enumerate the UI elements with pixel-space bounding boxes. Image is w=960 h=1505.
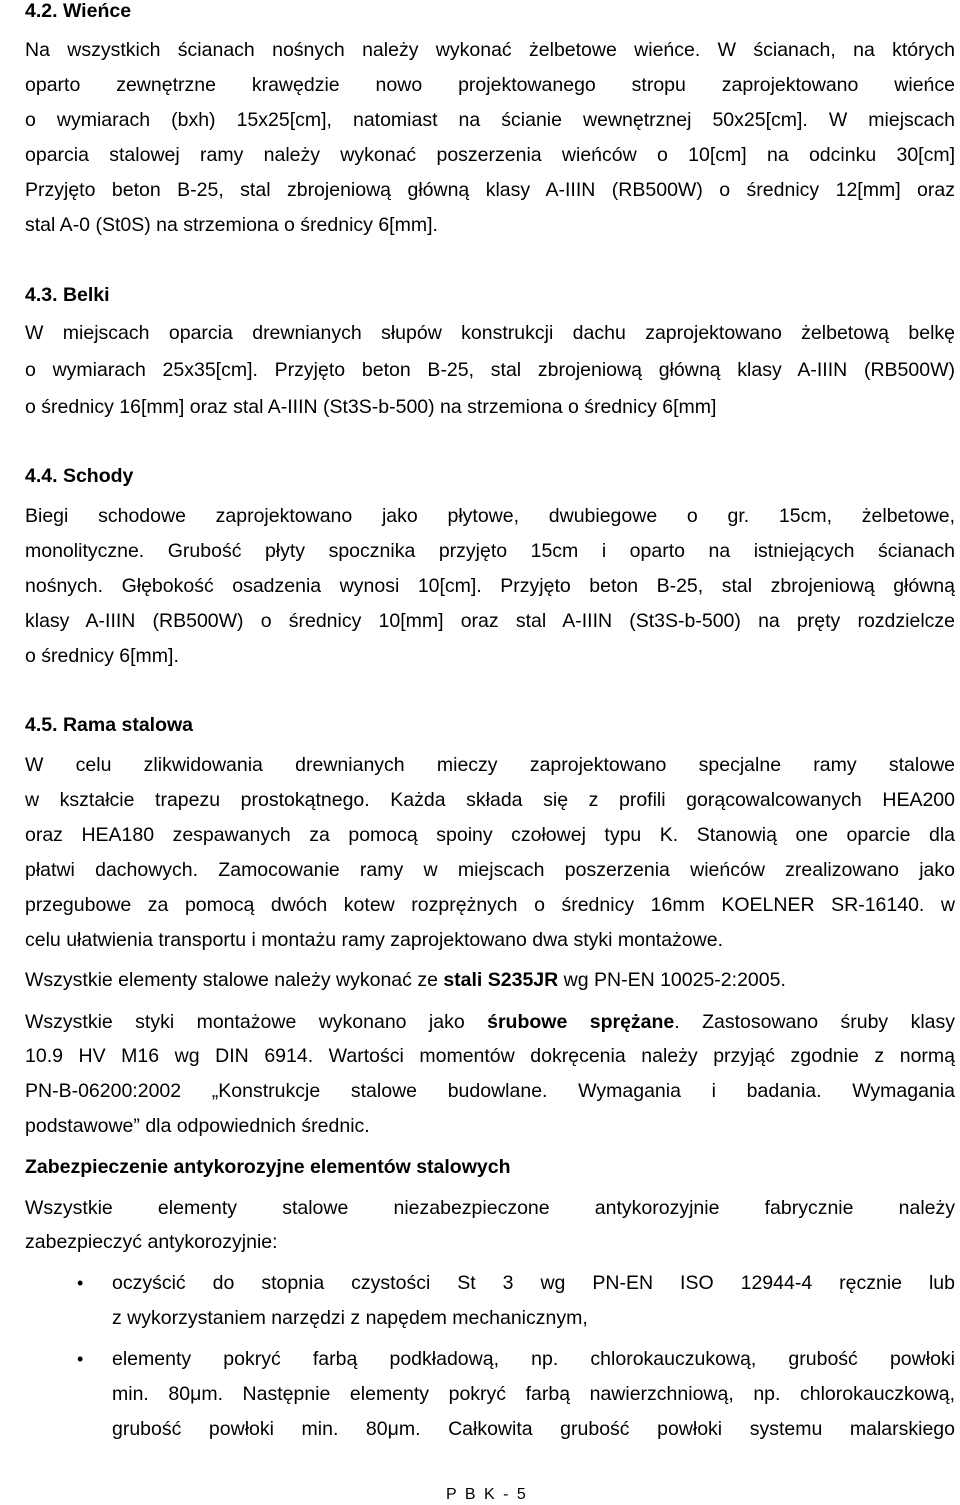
- paragraph-line: nośnych. Głębokość osadzenia wynosi 10[cm]. Przyjęto beton B-25, stal zbrojeniową główną: [25, 575, 955, 597]
- text-run: . Zastosowano śruby klasy: [674, 1011, 956, 1033]
- section-heading-schody: 4.4. Schody: [25, 465, 134, 487]
- paragraph-line: zabezpieczyć antykorozyjnie:: [25, 1231, 278, 1253]
- paragraph-line: o średnicy 16[mm] oraz stal A-IIIN (St3S-b-500) na strzemiona o średnicy 6[mm]: [25, 396, 717, 418]
- paragraph-line: stal A-0 (St0S) na strzemiona o średnicy 6[mm].: [25, 214, 438, 236]
- paragraph-line: Na wszystkich ścianach nośnych należy wykonać żelbetowe wieńce. W ścianach, na których: [25, 39, 955, 61]
- bolts-line: [25, 1009, 955, 1035]
- paragraph-line: w kształcie trapezu prostokątnego. Każda składa się z profili gorącowalcowanych HEA200: [25, 789, 955, 811]
- list-item-line: oczyścić do stopnia czystości St 3 wg PN-EN ISO 12944-4 ręcznie lub: [112, 1272, 955, 1294]
- section-title: Rama stalowa: [62, 714, 194, 736]
- paragraph-line: o wymiarach 25x35[cm]. Przyjęto beton B-25, stal zbrojeniową główną klasy A-IIIN (RB500W): [25, 359, 955, 381]
- bold-text-run: śrubowe sprężane: [487, 1011, 675, 1033]
- paragraph-line: oparto zewnętrzne krawędzie nowo projektowanego stropu zaprojektowano wieńce: [25, 74, 955, 96]
- paragraph-line: klasy A-IIIN (RB500W) o średnicy 10[mm] oraz stal A-IIIN (St3S-b-500) na pręty rozdzielcze: [25, 610, 955, 632]
- paragraph-line: oraz HEA180 zespawanych za pomocą spoiny czołowej typu K. Stanowią one oparcie dla: [25, 824, 955, 846]
- text-run: wg PN-EN 10025-2:2005.: [558, 969, 786, 991]
- section-heading-belki: 4.3. Belki: [25, 284, 110, 306]
- text-run: Wszystkie styki montażowe wykonano jako: [25, 1011, 488, 1033]
- bullet-icon: •: [77, 1349, 84, 1369]
- section-heading-wience: 4.2. Wieńce: [25, 0, 132, 22]
- paragraph-line: przegubowe za pomocą dwóch kotew rozprężnych o średnicy 16mm KOELNER SR-16140. w: [25, 894, 955, 916]
- section-number: 4.5.: [25, 714, 58, 736]
- text-run: Wszystkie elementy stalowe należy wykonać ze: [25, 969, 444, 991]
- list-item-line: grubość powłoki min. 80μm. Całkowita grubość powłoki systemu malarskiego: [112, 1418, 955, 1440]
- paragraph-line: 10.9 HV M16 wg DIN 6914. Wartości momentów dokręcenia należy przyjąć zgodnie z normą: [25, 1045, 955, 1067]
- page-footer: P B K - 5: [446, 1486, 528, 1503]
- paragraph-line: o średnicy 6[mm].: [25, 645, 179, 667]
- paragraph-line: W miejscach oparcia drewnianych słupów konstrukcji dachu zaprojektowano żelbetową belkę: [25, 322, 955, 344]
- paragraph-line: monolityczne. Grubość płyty spocznika przyjęto 15cm i oparto na istniejących ścianach: [25, 540, 955, 562]
- paragraph-line: podstawowe” dla odpowiednich średnic.: [25, 1115, 370, 1137]
- paragraph-line: płatwi dachowych. Zamocowanie ramy w miejscach poszerzenia wieńców zrealizowano jako: [25, 859, 955, 881]
- paragraph-line: o wymiarach (bxh) 15x25[cm], natomiast na ścianie wewnętrznej 50x25[cm]. W miejscach: [25, 109, 955, 131]
- list-item-line: min. 80μm. Następnie elementy pokryć farbą nawierzchniową, np. chlorokauczkową,: [112, 1383, 955, 1405]
- paragraph-line: W celu zlikwidowania drewnianych mieczy zaprojektowano specjalne ramy stalowe: [25, 754, 955, 776]
- paragraph-line: oparcia stalowej ramy należy wykonać poszerzenia wieńców o 10[cm] na odcinku 30[cm]: [25, 144, 955, 166]
- steel-grade-line: [25, 967, 786, 993]
- paragraph-line: Przyjęto beton B-25, stal zbrojeniową główną klasy A-IIIN (RB500W) o średnicy 12[mm] oraz: [25, 179, 955, 201]
- list-item-line: elementy pokryć farbą podkładową, np. chlorokauczukową, grubość powłoki: [112, 1348, 955, 1370]
- paragraph-line: PN-B-06200:2002 „Konstrukcje stalowe budowlane. Wymagania i badania. Wymagania: [25, 1080, 955, 1102]
- bold-text-run: stali S235JR: [443, 969, 559, 991]
- subheading-antykor: Zabezpieczenie antykorozyjne elementów stalowych: [25, 1156, 511, 1178]
- paragraph-line: celu ułatwienia transportu i montażu ramy zaprojektowano dwa styki montażowe.: [25, 929, 724, 951]
- bullet-icon: •: [77, 1273, 84, 1293]
- section-heading-rama: [25, 712, 193, 738]
- list-item-line: z wykorzystaniem narzędzi z napędem mechanicznym,: [112, 1307, 588, 1329]
- paragraph-line: Biegi schodowe zaprojektowano jako płytowe, dwubiegowe o gr. 15cm, żelbetowe,: [25, 505, 955, 527]
- paragraph-line: Wszystkie elementy stalowe niezabezpieczone antykorozyjnie fabrycznie należy: [25, 1197, 955, 1219]
